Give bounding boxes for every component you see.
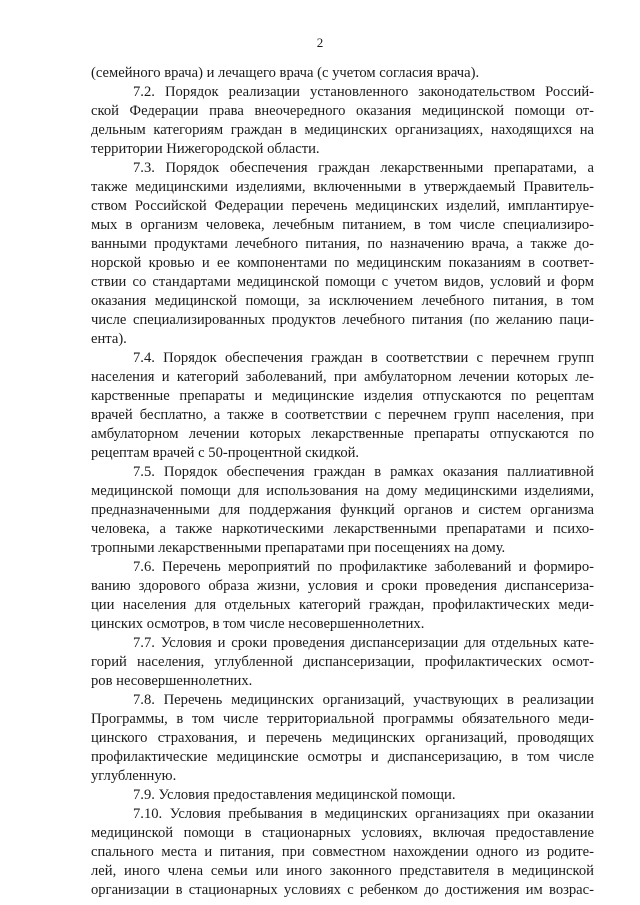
text-line: числе специализированных продуктов лечебного питания (по желанию паци- bbox=[91, 312, 594, 328]
text-line: врачей бесплатно, а также в соответствии с перечнем групп населения, при bbox=[91, 407, 594, 423]
text-line: ров несовершеннолетних. bbox=[91, 673, 253, 689]
text-line: 7.7. Условия и сроки проведения диспансеризации для отдельных кате- bbox=[133, 635, 594, 651]
text-line: спального места и питания, при совместном нахождении одного из родите- bbox=[91, 844, 594, 860]
text-line: лей, иного члена семьи или иного законного представителя в медицинской bbox=[91, 863, 594, 879]
text-line: ента). bbox=[91, 331, 127, 347]
text-line: тропными лекарственными препаратами при посещениях на дому. bbox=[91, 540, 506, 556]
page-number: 2 bbox=[316, 35, 324, 50]
text-line: 7.10. Условия пребывания в медицинских организациях при оказании bbox=[133, 806, 594, 822]
text-line: территории Нижегородской области. bbox=[91, 141, 320, 157]
text-line: 7.2. Порядок реализации установленного законодательством Россий- bbox=[133, 84, 594, 100]
text-line: медицинской помощи для использования на дому медицинскими изделиями, bbox=[91, 483, 594, 499]
text-line: ванию здорового образа жизни, условия и сроки проведения диспансериза- bbox=[91, 578, 594, 594]
text-line: карственные препараты и медицинские изделия отпускаются по рецептам bbox=[91, 388, 594, 404]
text-line: дельным категориям граждан в медицинских организациях, находящихся на bbox=[91, 122, 594, 138]
text-line: предназначенными для поддержания функций органов и систем организма bbox=[91, 502, 594, 518]
text-line: норской кровью и ее компонентами по медицинским показаниям в соответ- bbox=[91, 255, 594, 271]
text-line: ции населения для отдельных категорий граждан, профилактических меди- bbox=[91, 597, 594, 613]
text-line: 7.8. Перечень медицинских организаций, участвующих в реализации bbox=[133, 692, 594, 708]
text-line: 7.9. Условия предоставления медицинской помощи. bbox=[133, 787, 456, 803]
text-line: 7.5. Порядок обеспечения граждан в рамках оказания паллиативной bbox=[133, 464, 594, 480]
text-line: амбулаторном лечении которых лекарственные препараты отпускаются по bbox=[91, 426, 594, 442]
text-line: ствии со стандартами медицинской помощи с учетом видов, условий и форм bbox=[91, 274, 594, 290]
text-line: рецептам врачей с 50-процентной скидкой. bbox=[91, 445, 360, 461]
text-line: медицинской помощи в стационарных условиях, включая предоставление bbox=[91, 825, 594, 841]
text-line: 7.6. Перечень мероприятий по профилактике заболеваний и формиро- bbox=[133, 559, 594, 575]
text-line: горий населения, углубленной диспансеризации, профилактических осмот- bbox=[91, 654, 594, 670]
text-line: (семейного врача) и лечащего врача (с учетом согласия врача). bbox=[91, 65, 480, 81]
text-line: ской Федерации права внеочередного оказания медицинской помощи от- bbox=[91, 103, 594, 119]
text-line: Программы, в том числе территориальной программы обязательного меди- bbox=[91, 711, 594, 727]
text-line: организации в стационарных условиях с ребенком до достижения им возрас- bbox=[91, 882, 594, 898]
text-line: ванными продуктами лечебного питания, по назначению врача, а также до- bbox=[91, 236, 594, 252]
text-line: цинских осмотров, в том числе несовершеннолетних. bbox=[91, 616, 425, 632]
text-line: населения и категорий заболеваний, при амбулаторном лечении которых ле- bbox=[91, 369, 594, 385]
text-line: мых в организм человека, лечебным питанием, в том числе специализиро- bbox=[91, 217, 594, 233]
text-line: углубленную. bbox=[91, 768, 177, 784]
text-line: оказания медицинской помощи, за исключением лечебного питания, в том bbox=[91, 293, 594, 309]
text-line: цинского страхования, и перечень медицинских организаций, проводящих bbox=[91, 730, 594, 746]
text-line: человека, а также наркотическими лекарственными препаратами и психо- bbox=[91, 521, 594, 537]
text-line: 7.4. Порядок обеспечения граждан в соответствии с перечнем групп bbox=[133, 350, 594, 366]
text-line: 7.3. Порядок обеспечения граждан лекарственными препаратами, а bbox=[133, 160, 594, 176]
text-line: ством Российской Федерации перечень медицинских изделий, имплантируе- bbox=[91, 198, 594, 214]
text-line: профилактические медицинские осмотры и диспансеризацию, в том числе bbox=[91, 749, 594, 765]
text-line: также медицинскими изделиями, включенными в утверждаемый Правитель- bbox=[91, 179, 594, 195]
